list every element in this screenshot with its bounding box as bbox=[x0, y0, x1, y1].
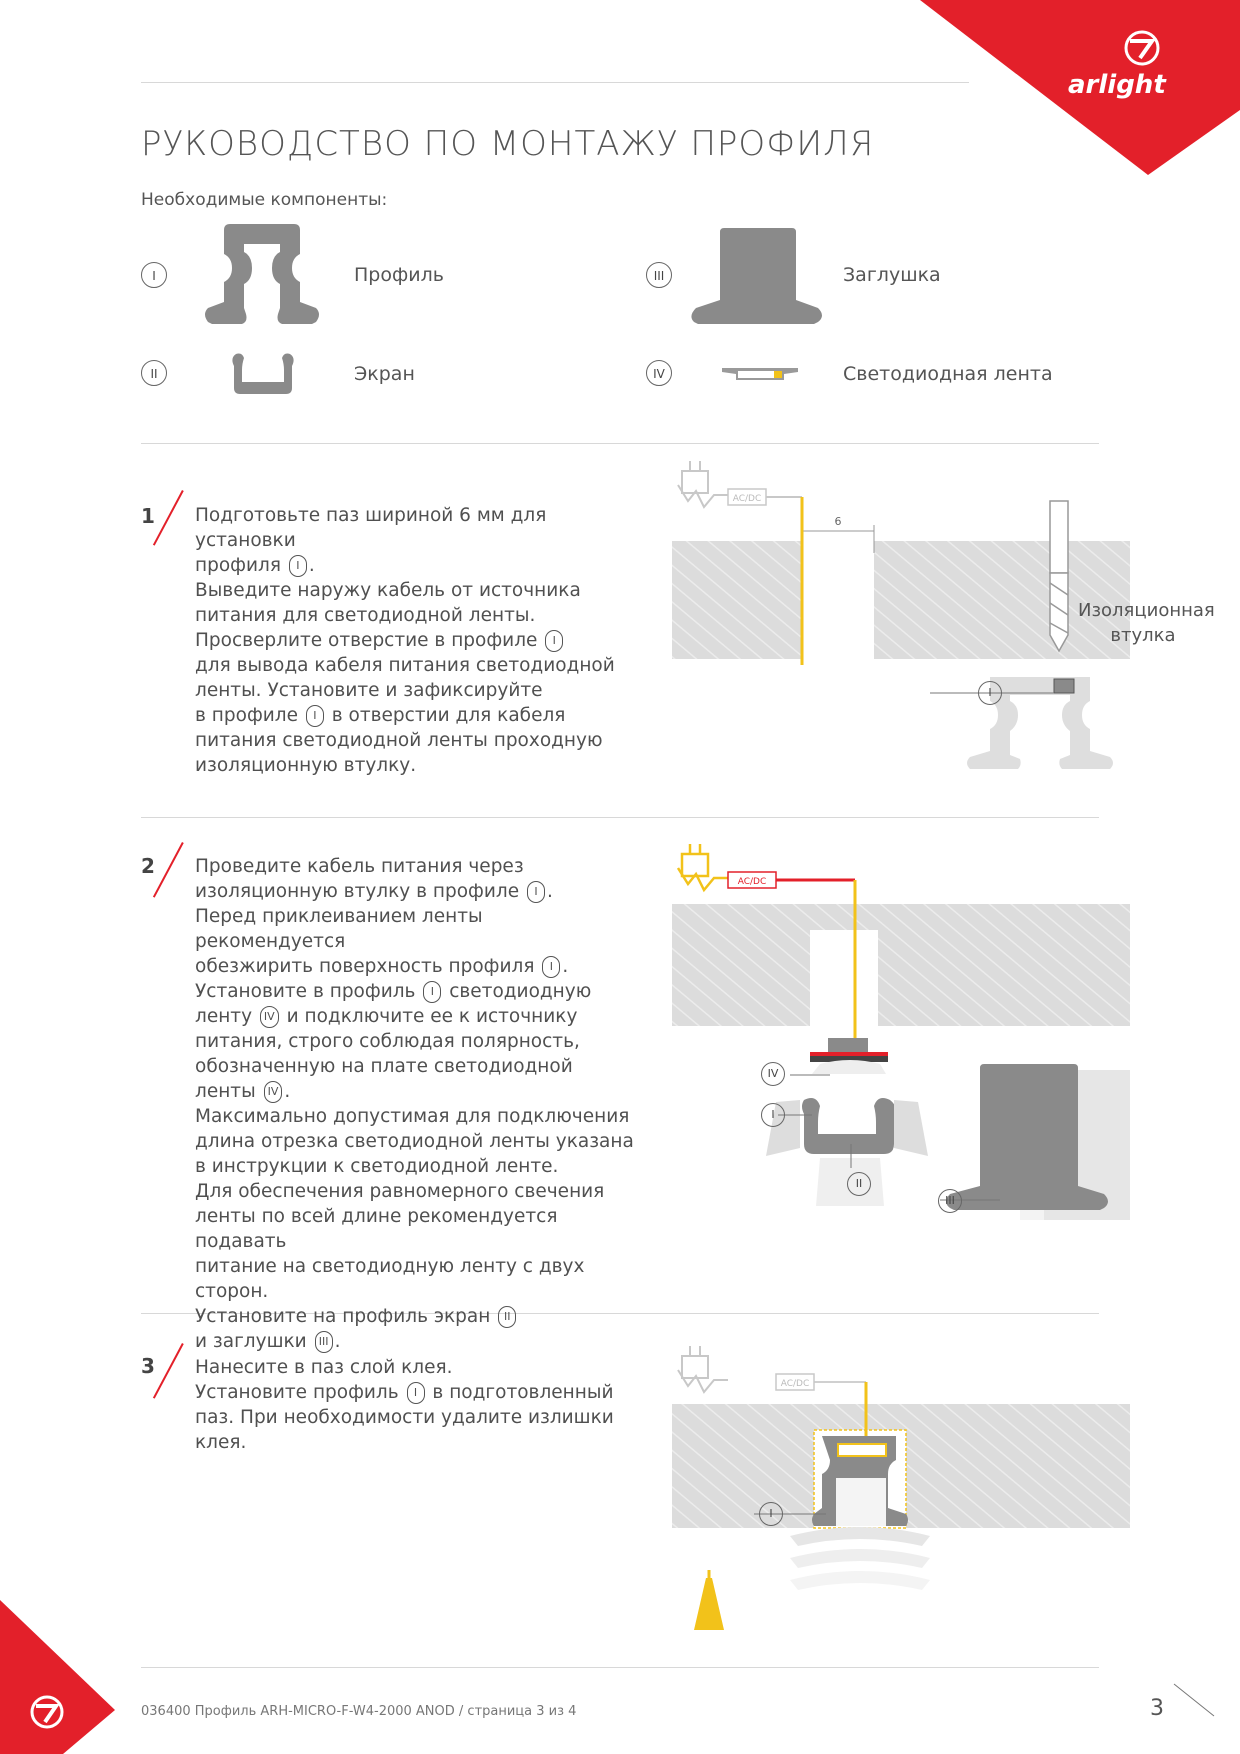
component-ref-II: II bbox=[498, 1306, 516, 1328]
step-text-line bbox=[195, 1355, 635, 1380]
step-text-run: Для обеспечения равномерного свечения bbox=[195, 1181, 605, 1202]
psu-label: AC/DC bbox=[780, 1379, 810, 1389]
step-text-line bbox=[195, 1179, 635, 1204]
step-2-illustration bbox=[670, 838, 1210, 1298]
step-text-run: клея. bbox=[195, 1432, 247, 1453]
step-text-run: изоляционную втулку. bbox=[195, 755, 417, 776]
step-text-line bbox=[195, 728, 635, 753]
page-number: 3 bbox=[1150, 1696, 1164, 1721]
component-ref-I: I bbox=[289, 555, 307, 577]
step-text-line bbox=[195, 1304, 635, 1329]
step-text-line bbox=[195, 503, 635, 553]
step-text-run: и заглушки bbox=[195, 1331, 313, 1352]
step-text-run: ленты по всей длине рекомендуется подавать bbox=[195, 1206, 558, 1252]
step-text-line bbox=[195, 1380, 635, 1405]
step-text-line bbox=[195, 879, 635, 904]
corner-logo-bottom bbox=[0, 1600, 120, 1754]
step-text-line bbox=[195, 1329, 635, 1354]
step-text-run: Выведите наружу кабель от источника bbox=[195, 580, 581, 601]
step-text-run: изоляционную втулку в профиле bbox=[195, 881, 525, 902]
bushing-annotation: Изоляционная втулка bbox=[1078, 600, 1215, 646]
step-slash-icon bbox=[153, 1343, 184, 1399]
step-text-run: и подключите ее к источнику bbox=[280, 1006, 578, 1027]
step-text-run: . bbox=[546, 881, 553, 902]
header-rule bbox=[141, 82, 969, 83]
step-text-line bbox=[195, 1054, 635, 1079]
step-3-text bbox=[195, 1355, 635, 1455]
callout-III: III bbox=[938, 1189, 962, 1213]
component-ref-IV: IV bbox=[264, 1081, 283, 1103]
step-2-text bbox=[195, 854, 635, 1354]
step-text-run: Подготовьте паз шириной 6 мм для установки bbox=[195, 505, 547, 551]
profile-part-image bbox=[192, 222, 332, 328]
component-ref-I: I bbox=[407, 1382, 425, 1404]
step-text-run: Установите в профиль bbox=[195, 981, 422, 1002]
component-ref-I: I bbox=[545, 630, 563, 652]
step-slash-icon bbox=[153, 842, 184, 898]
step-text-line bbox=[195, 603, 635, 628]
divider bbox=[141, 1667, 1099, 1668]
component-label-led-strip: Светодиодная лента bbox=[843, 363, 1053, 385]
step-text-line bbox=[195, 1079, 635, 1104]
step-text-line bbox=[195, 1405, 635, 1430]
component-label-endcap: Заглушка bbox=[843, 264, 941, 286]
step-text-run: . bbox=[308, 555, 315, 576]
callout-I: I bbox=[978, 681, 1002, 705]
step-text-line bbox=[195, 578, 635, 603]
screen-part-image bbox=[230, 352, 296, 396]
step-slash-icon bbox=[153, 490, 184, 546]
step-text-line bbox=[195, 1129, 635, 1154]
step-text-line bbox=[195, 1029, 635, 1054]
step-text-run: . bbox=[334, 1331, 341, 1352]
step-text-line bbox=[195, 1204, 635, 1254]
step-text-run: Проведите кабель питания через bbox=[195, 856, 524, 877]
component-numeral-IV: IV bbox=[646, 360, 672, 386]
step-3-illustration bbox=[670, 1340, 1130, 1660]
step-text-line bbox=[195, 1004, 635, 1029]
divider bbox=[141, 817, 1099, 818]
step-text-line bbox=[195, 553, 635, 578]
callout-I: I bbox=[761, 1103, 785, 1127]
step-text-run: для вывода кабеля питания светодиодной bbox=[195, 655, 615, 676]
led-strip-part-image bbox=[720, 362, 800, 384]
step-text-run: в профиле bbox=[195, 705, 304, 726]
dimension-label: 6 bbox=[834, 515, 842, 528]
component-numeral-I: I bbox=[141, 262, 167, 288]
brand-logo: arlight bbox=[1068, 70, 1166, 100]
component-label-screen: Экран bbox=[354, 363, 415, 385]
step-text-line bbox=[195, 904, 635, 954]
component-ref-III: III bbox=[315, 1331, 333, 1353]
step-number: 3 bbox=[141, 1354, 155, 1378]
step-text-line bbox=[195, 1430, 635, 1455]
step-number: 2 bbox=[141, 854, 155, 878]
component-ref-I: I bbox=[423, 981, 441, 1003]
step-text-line bbox=[195, 979, 635, 1004]
step-text-run: в отверстии для кабеля bbox=[325, 705, 566, 726]
step-text-line bbox=[195, 1254, 635, 1304]
step-text-run: питания, строго соблюдая полярность, bbox=[195, 1031, 580, 1052]
step-text-run: питания светодиодной ленты проходную bbox=[195, 730, 603, 751]
component-numeral-III: III bbox=[646, 262, 672, 288]
step-text-run: обезжирить поверхность профиля bbox=[195, 956, 541, 977]
step-text-line bbox=[195, 854, 635, 879]
step-text-run: питание на светодиодную ленту с двух сторон. bbox=[195, 1256, 585, 1302]
page-title: РУКОВОДСТВО ПО МОНТАЖУ ПРОФИЛЯ bbox=[141, 124, 875, 164]
step-text-run: . bbox=[562, 956, 569, 977]
step-1-illustration bbox=[670, 455, 1130, 795]
step-text-run: ленты bbox=[195, 1081, 262, 1102]
components-heading: Необходимые компоненты: bbox=[141, 190, 388, 210]
step-text-run: длина отрезка светодиодной ленты указана bbox=[195, 1131, 634, 1152]
callout-I: I bbox=[759, 1502, 783, 1526]
step-number: 1 bbox=[141, 504, 155, 528]
step-text-run: Нанесите в паз слой клея. bbox=[195, 1357, 453, 1378]
step-text-run: светодиодную bbox=[443, 981, 592, 1002]
step-text-run: Максимально допустимая для подключения bbox=[195, 1106, 630, 1127]
step-text-line bbox=[195, 703, 635, 728]
component-ref-I: I bbox=[527, 881, 545, 903]
step-text-run: ленту bbox=[195, 1006, 258, 1027]
step-text-line bbox=[195, 954, 635, 979]
step-1-text bbox=[195, 503, 635, 778]
step-text-run: Просверлите отверстие в профиле bbox=[195, 630, 544, 651]
component-ref-I: I bbox=[542, 956, 560, 978]
step-text-run: профиля bbox=[195, 555, 287, 576]
step-text-run: питания для светодиодной ленты. bbox=[195, 605, 536, 626]
step-text-line bbox=[195, 1104, 635, 1129]
callout-IV: IV bbox=[761, 1062, 785, 1086]
step-text-line bbox=[195, 653, 635, 678]
component-label-profile: Профиль bbox=[354, 264, 444, 286]
component-numeral-II: II bbox=[141, 360, 167, 386]
footer-doc-info: 036400 Профиль ARH-MICRO-F-W4-2000 ANOD / страница 3 из 4 bbox=[141, 1704, 577, 1719]
step-text-run: Установите на профиль экран bbox=[195, 1306, 497, 1327]
step-text-run: ленты. Установите и зафиксируйте bbox=[195, 680, 543, 701]
psu-label: AC/DC bbox=[732, 494, 762, 504]
step-text-line bbox=[195, 753, 635, 778]
step-text-line bbox=[195, 678, 635, 703]
psu-label: AC/DC bbox=[737, 877, 767, 887]
step-text-run: в подготовленный bbox=[426, 1382, 614, 1403]
divider bbox=[141, 443, 1099, 444]
step-text-run: Перед приклеиванием ленты рекомендуется bbox=[195, 906, 483, 952]
step-text-line bbox=[195, 1154, 635, 1179]
callout-II: II bbox=[847, 1172, 871, 1196]
step-text-run: паз. При необходимости удалите излишки bbox=[195, 1407, 614, 1428]
component-ref-I: I bbox=[306, 705, 324, 727]
step-text-line bbox=[195, 628, 635, 653]
step-text-run: обозначенную на плате светодиодной bbox=[195, 1056, 573, 1077]
step-text-run: в инструкции к светодиодной ленте. bbox=[195, 1156, 559, 1177]
endcap-part-image bbox=[690, 228, 826, 326]
page-corner-mark bbox=[1170, 1680, 1220, 1720]
step-text-run: Установите профиль bbox=[195, 1382, 405, 1403]
component-ref-IV: IV bbox=[260, 1006, 279, 1028]
step-text-run: . bbox=[284, 1081, 291, 1102]
